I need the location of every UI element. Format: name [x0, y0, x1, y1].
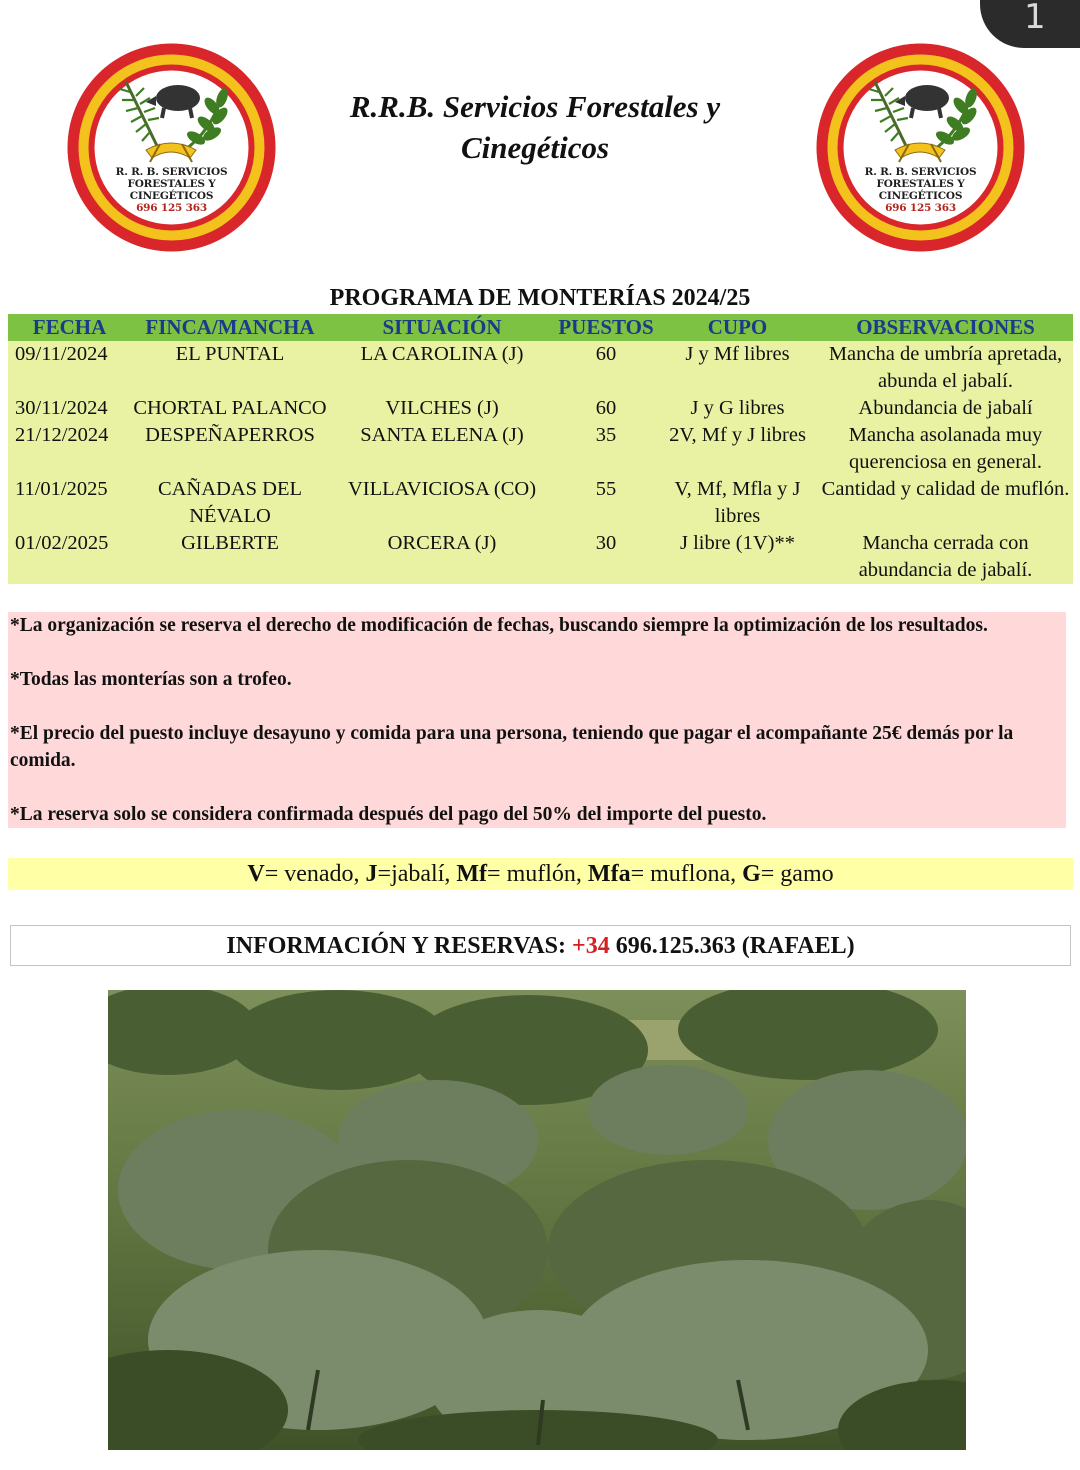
column-header: FECHA	[8, 314, 131, 341]
legend-value: = venado,	[264, 861, 366, 887]
forest-image-icon	[108, 990, 966, 1450]
column-header: FINCA/MANCHA	[131, 314, 329, 341]
date-cell: 30/11/2024	[8, 395, 131, 422]
company-logo-right	[813, 40, 1028, 255]
estate-cell: CHORTAL PALANCO	[131, 395, 329, 422]
observations-cell: Mancha asolanada muy querenciosa en general.	[818, 422, 1073, 476]
observations-cell: Abundancia de jabalí	[818, 395, 1073, 422]
contact-info-box	[10, 925, 1071, 966]
column-header: OBSERVACIONES	[818, 314, 1073, 341]
column-header: PUESTOS	[555, 314, 657, 341]
company-logo-left	[64, 40, 279, 255]
title-line-2: Cinegéticos	[460, 130, 610, 165]
table-row	[8, 476, 1073, 530]
species-legend	[8, 858, 1073, 890]
legend-value: = muflona,	[630, 861, 743, 887]
posts-cell: 30	[555, 530, 657, 584]
logo-line: R. R. B. SERVICIOS	[115, 166, 228, 178]
landscape-photo	[108, 990, 966, 1450]
phone-prefix: +34	[572, 933, 610, 959]
legend-value: = muflón,	[487, 861, 588, 887]
quota-cell: J libre (1V)**	[657, 530, 818, 584]
estate-cell: CAÑADAS DEL NÉVALO	[131, 476, 329, 530]
column-header: SITUACIÓN	[329, 314, 555, 341]
column-header: CUPO	[657, 314, 818, 341]
phone-number: 696.125.363 (RAFAEL)	[609, 933, 855, 959]
quota-cell: J y G libres	[657, 395, 818, 422]
table-row	[8, 422, 1073, 476]
location-cell: ORCERA (J)	[329, 530, 555, 584]
logo-line: FORESTALES Y	[127, 178, 216, 190]
posts-cell: 35	[555, 422, 657, 476]
table-row	[8, 395, 1073, 422]
observations-cell: Mancha de umbría apretada, abunda el jabalí.	[818, 341, 1073, 395]
location-cell: SANTA ELENA (J)	[329, 422, 555, 476]
legend-key: V	[247, 861, 265, 887]
logo-line: R. R. B. SERVICIOS	[864, 166, 977, 178]
table-header-row	[8, 314, 1073, 341]
contact-label: INFORMACIÓN Y RESERVAS:	[226, 933, 573, 959]
date-cell: 21/12/2024	[8, 422, 131, 476]
posts-cell: 60	[555, 341, 657, 395]
date-cell: 09/11/2024	[8, 341, 131, 395]
logo-phone: 696 125 363	[885, 202, 956, 214]
logo-phone: 696 125 363	[136, 202, 207, 214]
location-cell: LA CAROLINA (J)	[329, 341, 555, 395]
note-item: *La organización se reserva el derecho de modificación de fechas, buscando siempre la optimización de los resultados.	[10, 615, 988, 636]
quota-cell: J y Mf libres	[657, 341, 818, 395]
page-number: 1	[1024, 0, 1046, 37]
title-line-1: R.R.B. Servicios Forestales y	[349, 89, 721, 124]
note-item: *Todas las monterías son a trofeo.	[10, 669, 292, 690]
observations-cell: Mancha cerrada con abundancia de jabalí.	[818, 530, 1073, 584]
table-row	[8, 341, 1073, 395]
legend-key: Mf	[456, 861, 488, 887]
posts-cell: 60	[555, 395, 657, 422]
legend-key: Mfa	[587, 861, 631, 887]
logo-emblem-icon	[813, 40, 1028, 255]
location-cell: VILLAVICIOSA (CO)	[329, 476, 555, 530]
table-row	[8, 530, 1073, 584]
notes-block	[8, 612, 1066, 828]
header-title	[300, 86, 770, 168]
logo-line: CINEGÉTICOS	[878, 190, 963, 202]
estate-cell: DESPEÑAPERROS	[131, 422, 329, 476]
estate-cell: EL PUNTAL	[131, 341, 329, 395]
date-cell: 11/01/2025	[8, 476, 131, 530]
date-cell: 01/02/2025	[8, 530, 131, 584]
note-item: *El precio del puesto incluye desayuno y comida para una persona, teniendo que pagar el acompañante 25€ demás por la comida.	[10, 723, 1014, 771]
legend-value: =jabalí,	[377, 861, 457, 887]
logo-caption	[813, 166, 1028, 214]
logo-emblem-icon	[64, 40, 279, 255]
quota-cell: 2V, Mf y J libres	[657, 422, 818, 476]
location-cell: VILCHES (J)	[329, 395, 555, 422]
legend-key: J	[365, 861, 378, 887]
schedule-table	[8, 314, 1073, 584]
logo-line: CINEGÉTICOS	[129, 190, 214, 202]
note-item: *La reserva solo se considera confirmada después del pago del 50% del importe del puesto.	[10, 804, 767, 825]
logo-line: FORESTALES Y	[876, 178, 965, 190]
estate-cell: GILBERTE	[131, 530, 329, 584]
program-title: PROGRAMA DE MONTERÍAS 2024/25	[329, 285, 751, 311]
legend-key: G	[742, 861, 761, 887]
legend-value: = gamo	[760, 861, 834, 887]
posts-cell: 55	[555, 476, 657, 530]
observations-cell: Cantidad y calidad de muflón.	[818, 476, 1073, 530]
logo-caption	[64, 166, 279, 214]
quota-cell: V, Mf, Mfla y J libres	[657, 476, 818, 530]
